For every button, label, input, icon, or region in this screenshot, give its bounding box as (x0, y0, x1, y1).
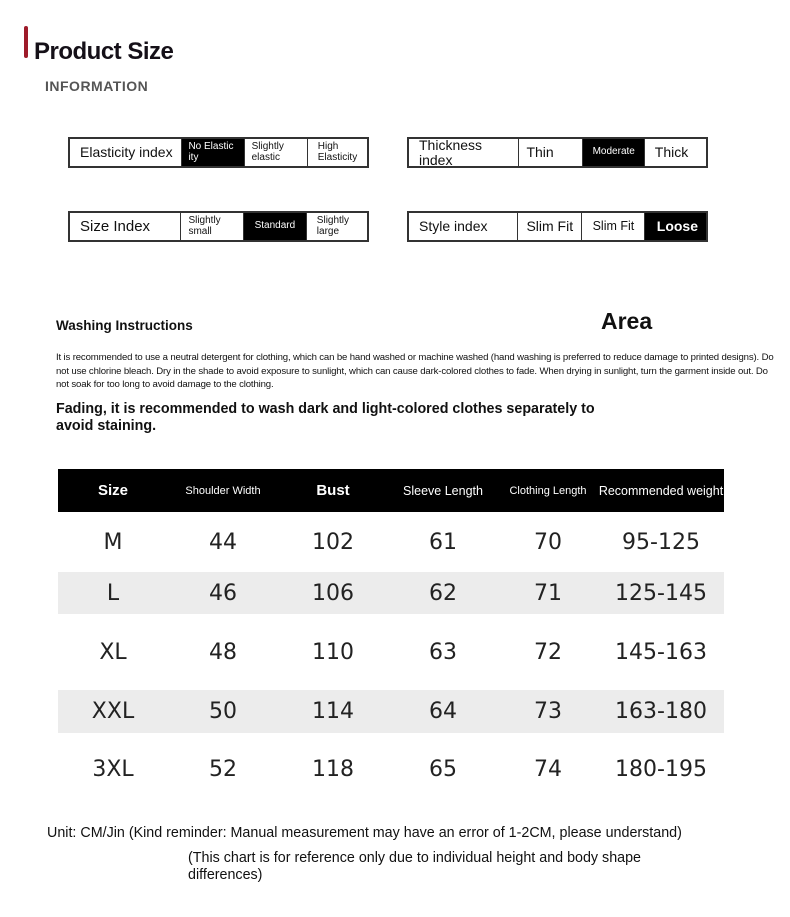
washing-body: It is recommended to use a neutral detergent for clothing, which can be hand washed or machine washed (hand washing is preferred to reduce damage to printed designs). Do not use chlorine bleach. Dry in the shade to avoid exposure to sunlight, which can cause dark-colored clothes to fade. When drying in sunlight, turn the garment inside out. Do not soak for too long to avoid damage to the clothing. (56, 352, 774, 391)
cell-size: 3XL (92, 756, 134, 782)
cell-weight: 163-180 (615, 699, 707, 724)
style-option-loose: Loose (644, 213, 706, 240)
cell-weight: 145-163 (615, 639, 707, 665)
size-index (68, 211, 369, 242)
accent-bar (24, 26, 28, 58)
size-option-small: Slightly small (180, 213, 242, 240)
header-sleeve-length: Sleeve Length (403, 483, 483, 498)
header-shoulder-width: Shoulder Width (185, 484, 261, 497)
elasticity-index (68, 137, 369, 168)
elasticity-index-label: Elasticity index (80, 144, 173, 161)
elasticity-option-none: No Elastic ity (181, 139, 243, 166)
cell-weight: 180-195 (615, 756, 707, 782)
style-option-slim-1: Slim Fit (517, 213, 580, 240)
cell-sleeve: 64 (429, 699, 457, 724)
cell-shoulder: 46 (209, 580, 237, 606)
cell-bust: 118 (312, 756, 354, 782)
page-title: Product Size (34, 38, 174, 65)
style-index-label: Style index (419, 218, 488, 235)
size-option-large: Slightly large (306, 213, 367, 240)
cell-length: 72 (534, 639, 562, 665)
area-label: Area (601, 308, 653, 334)
cell-bust: 114 (312, 699, 354, 724)
cell-size: L (106, 580, 120, 606)
size-table (58, 469, 724, 805)
fading-note: Fading, it is recommended to wash dark and light-colored clothes separately to avoid staining. (56, 401, 595, 434)
table-row (58, 572, 724, 614)
header-recommended-weight: Recommended weight (598, 483, 724, 498)
cell-bust: 106 (312, 580, 354, 606)
thickness-option-thin: Thin (518, 139, 581, 166)
header-size: Size (97, 482, 128, 499)
cell-length: 73 (534, 699, 562, 724)
cell-shoulder: 50 (209, 699, 237, 724)
size-index-label: Size Index (80, 217, 151, 235)
cell-sleeve: 63 (429, 639, 457, 665)
thickness-index (407, 137, 708, 168)
cell-weight: 95-125 (622, 529, 700, 555)
cell-size: XXL (91, 699, 135, 724)
cell-sleeve: 62 (429, 580, 457, 606)
cell-length: 71 (534, 580, 562, 606)
cell-shoulder: 48 (209, 639, 237, 665)
page-subtitle: INFORMATION (45, 78, 149, 94)
thickness-index-label: Thickness index (419, 136, 483, 168)
cell-sleeve: 65 (429, 756, 457, 782)
elasticity-option-slight: Slightly elastic (244, 139, 307, 166)
reference-note: (This chart is for reference only due to individual height and body shape differences) (188, 850, 642, 883)
cell-length: 74 (534, 756, 562, 782)
table-row (58, 614, 724, 690)
unit-note: Unit: CM/Jin (Kind reminder: Manual measurement may have an error of 1-2CM, please understand) (47, 825, 682, 841)
thickness-option-thick: Thick (644, 139, 706, 166)
table-row (58, 512, 724, 572)
header-bust: Bust (316, 482, 350, 499)
cell-bust: 110 (312, 639, 354, 665)
style-index (407, 211, 708, 242)
cell-size: XL (99, 639, 127, 665)
table-header (58, 469, 724, 512)
thickness-option-moderate: Moderate (582, 139, 644, 166)
size-option-standard: Standard (243, 213, 306, 240)
cell-length: 70 (534, 529, 562, 555)
cell-shoulder: 44 (209, 529, 237, 555)
cell-size: M (103, 529, 123, 555)
header-clothing-length: Clothing Length (509, 484, 587, 497)
cell-sleeve: 61 (429, 529, 457, 555)
style-option-slim-2: Slim Fit (581, 213, 644, 240)
table-row (58, 690, 724, 733)
cell-shoulder: 52 (209, 756, 237, 782)
cell-bust: 102 (312, 529, 354, 555)
elasticity-option-high: High Elasticity (307, 139, 367, 166)
cell-weight: 125-145 (615, 580, 707, 606)
table-row (58, 733, 724, 805)
washing-title: Washing Instructions (56, 318, 193, 333)
